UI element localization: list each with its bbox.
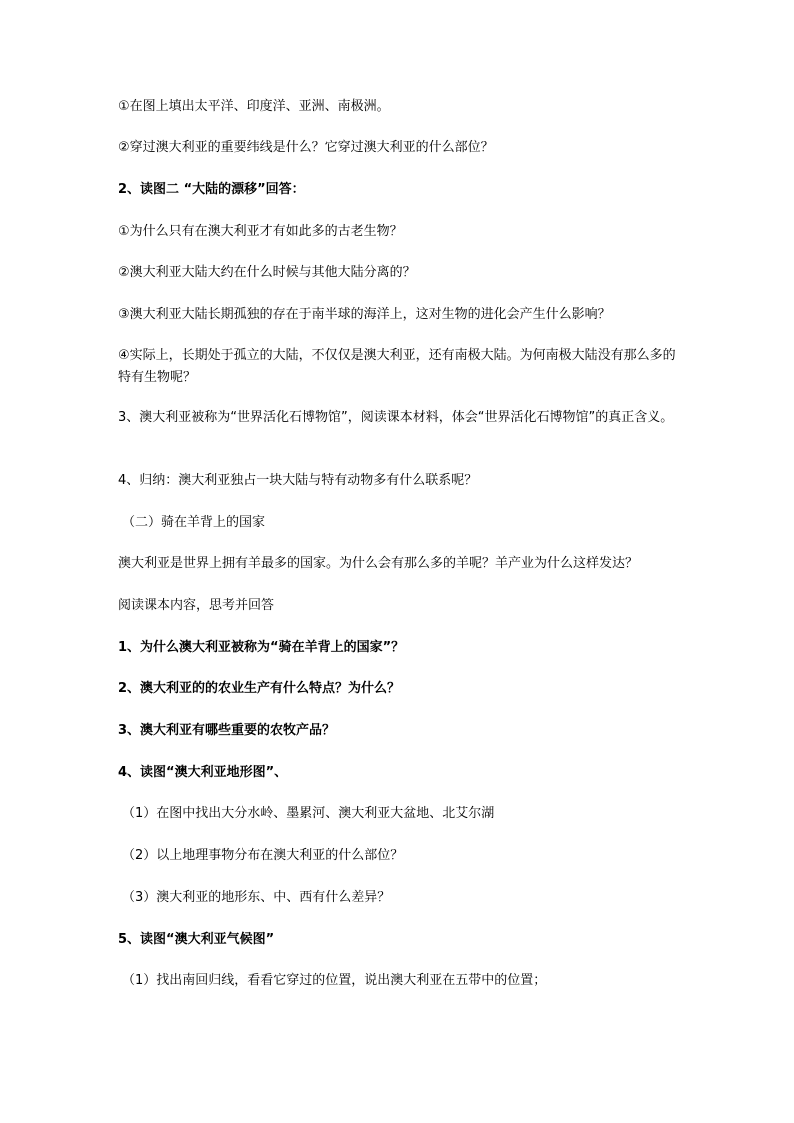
reading-instruction: 阅读课本内容，思考并回答 bbox=[118, 598, 275, 613]
sheep-question-4: 4、读图“澳大利亚地形图”、 bbox=[118, 765, 288, 780]
question-3: 3、澳大利亚被称为“世界活化石博物馆”，阅读课本材料，体会“世界活化石博物馆”的真正含义。 bbox=[118, 410, 674, 425]
question-2-item-4: ④实际上，长期处于孤立的大陆，不仅仅是澳大利亚，还有南极大陆。为何南极大陆没有那么多的特有生物呢？ bbox=[118, 348, 676, 385]
question-1-item-1: ①在图上填出太平洋、印度洋、亚洲、南极洲。 bbox=[118, 99, 390, 114]
section-heading-2: （二）骑在羊背上的国家 bbox=[122, 515, 266, 530]
sheep-question-3: 3、澳大利亚有哪些重要的农牧产品？ bbox=[118, 723, 336, 738]
question-2-item-1: ①为什么只有在澳大利亚才有如此多的古老生物？ bbox=[118, 224, 403, 239]
sheep-question-2: 2、澳大利亚的的农业生产有什么特点？为什么？ bbox=[118, 681, 401, 696]
question-2-item-2: ②澳大利亚大陆大约在什么时候与其他大陆分离的？ bbox=[118, 265, 416, 280]
climate-item-1: （1）找出南回归线，看看它穿过的位置，说出澳大利亚在五带中的位置； bbox=[122, 973, 547, 988]
terrain-item-2: （2）以上地理事物分布在澳大利亚的什么部位？ bbox=[122, 848, 404, 863]
question-2-item-3: ③澳大利亚大陆长期孤独的存在于南半球的海洋上，这对生物的进化会产生什么影响？ bbox=[118, 307, 611, 322]
question-1-item-2: ②穿过澳大利亚的重要纬线是什么？它穿过澳大利亚的什么部位？ bbox=[118, 140, 494, 155]
sheep-question-5: 5、读图“澳大利亚气候图” bbox=[118, 932, 275, 947]
question-4-summary: 4、归纳：澳大利亚独占一块大陆与特有动物多有什么联系呢？ bbox=[118, 473, 478, 488]
sheep-question-1: 1、为什么澳大利亚被称为“骑在羊背上的国家”？ bbox=[118, 640, 405, 655]
terrain-item-1: （1）在图中找出大分水岭、墨累河、澳大利亚大盆地、北艾尔湖 bbox=[122, 806, 495, 821]
question-2-heading: 2、读图二 “大陆的漂移”回答： bbox=[118, 182, 305, 197]
section-intro: 澳大利亚是世界上拥有羊最多的国家。为什么会有那么多的羊呢？羊产业为什么这样发达？ bbox=[118, 556, 639, 571]
terrain-item-3: （3）澳大利亚的地形东、中、西有什么差异？ bbox=[122, 890, 391, 905]
